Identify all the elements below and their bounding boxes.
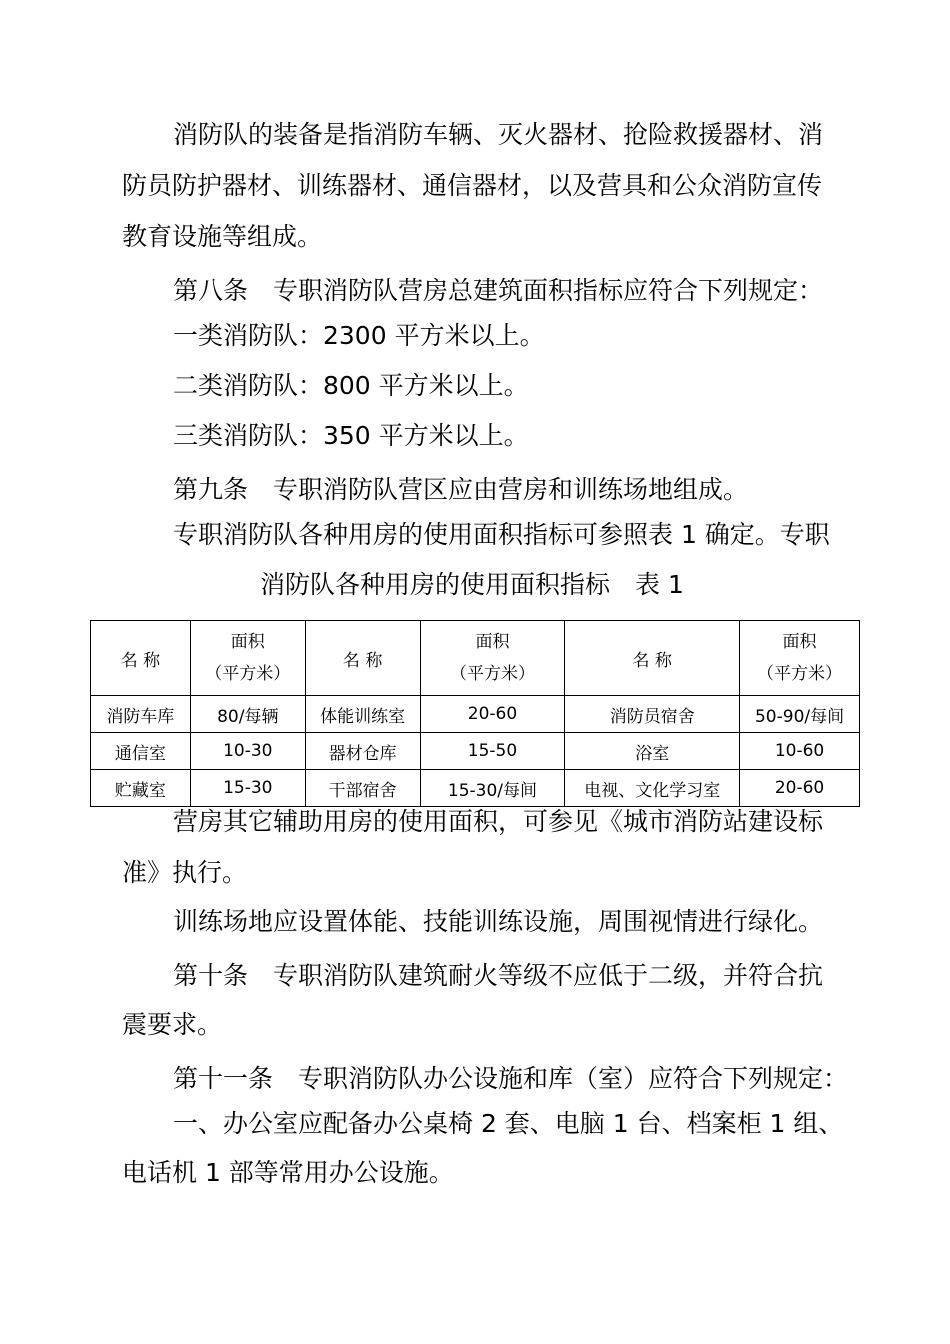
table-caption: 消防队各种用房的使用面积指标 表 1 bbox=[260, 570, 684, 599]
table-cell: 80/每辆 bbox=[190, 696, 305, 733]
table-cell: 10-60 bbox=[740, 733, 860, 770]
table-cell: 消防员宿舍 bbox=[565, 696, 740, 733]
paragraph-line: 准》执行。 bbox=[122, 858, 248, 887]
paragraph-line: 震要求。 bbox=[122, 1010, 223, 1039]
class-2-requirement: 二类消防队：800 平方米以上。 bbox=[173, 371, 529, 400]
table-row bbox=[91, 733, 860, 770]
table-header-row bbox=[91, 621, 860, 696]
article-9-heading: 第九条 专职消防队营区应由营房和训练场地组成。 bbox=[173, 475, 749, 504]
paragraph-line: 电话机 1 部等常用办公设施。 bbox=[122, 1158, 454, 1187]
table-cell: 20-60 bbox=[740, 770, 860, 807]
table-row bbox=[91, 770, 860, 807]
table-cell: 消防车库 bbox=[91, 696, 191, 733]
table-cell: 通信室 bbox=[91, 733, 191, 770]
table-cell: 50-90/每间 bbox=[740, 696, 860, 733]
area-table bbox=[90, 620, 860, 807]
article-8-heading: 第八条 专职消防队营房总建筑面积指标应符合下列规定： bbox=[173, 276, 824, 305]
paragraph-line: 专职消防队各种用房的使用面积指标可参照表 1 确定。专职 bbox=[173, 520, 830, 549]
table-cell: 15-50 bbox=[420, 733, 565, 770]
table-cell: 15-30 bbox=[190, 770, 305, 807]
class-1-requirement: 一类消防队：2300 平方米以上。 bbox=[173, 321, 545, 350]
table-cell: 贮藏室 bbox=[91, 770, 191, 807]
table-cell: 干部宿舍 bbox=[305, 770, 420, 807]
paragraph-line: 教育设施等组成。 bbox=[122, 222, 323, 251]
article-11-heading: 第十一条 专职消防队办公设施和库（室）应符合下列规定： bbox=[173, 1064, 849, 1093]
table-cell: 器材仓库 bbox=[305, 733, 420, 770]
table-cell: 10-30 bbox=[190, 733, 305, 770]
header-name: 名 称 bbox=[305, 621, 420, 696]
table-cell: 20-60 bbox=[420, 696, 565, 733]
table-cell: 15-30/每间 bbox=[420, 770, 565, 807]
class-3-requirement: 三类消防队：350 平方米以上。 bbox=[173, 421, 529, 450]
paragraph-line: 营房其它辅助用房的使用面积，可参见《城市消防站建设标 bbox=[173, 807, 824, 836]
table-cell: 体能训练室 bbox=[305, 696, 420, 733]
paragraph-line: 防员防护器材、训练器材、通信器材，以及营具和公众消防宣传 bbox=[122, 171, 823, 200]
table-cell: 浴室 bbox=[565, 733, 740, 770]
header-area: 面积 （平方米） bbox=[190, 621, 305, 696]
header-area: 面积 （平方米） bbox=[740, 621, 860, 696]
table-row bbox=[91, 696, 860, 733]
header-name: 名 称 bbox=[565, 621, 740, 696]
table-cell: 电视、文化学习室 bbox=[565, 770, 740, 807]
header-area: 面积 （平方米） bbox=[420, 621, 565, 696]
paragraph-line: 消防队的装备是指消防车辆、灭火器材、抢险救援器材、消 bbox=[173, 120, 824, 149]
article-10-heading: 第十条 专职消防队建筑耐火等级不应低于二级，并符合抗 bbox=[173, 961, 824, 990]
paragraph-line: 训练场地应设置体能、技能训练设施，周围视情进行绿化。 bbox=[173, 907, 824, 936]
header-name: 名 称 bbox=[91, 621, 191, 696]
paragraph-line: 一、办公室应配备办公桌椅 2 套、电脑 1 台、档案柜 1 组、 bbox=[173, 1109, 844, 1138]
